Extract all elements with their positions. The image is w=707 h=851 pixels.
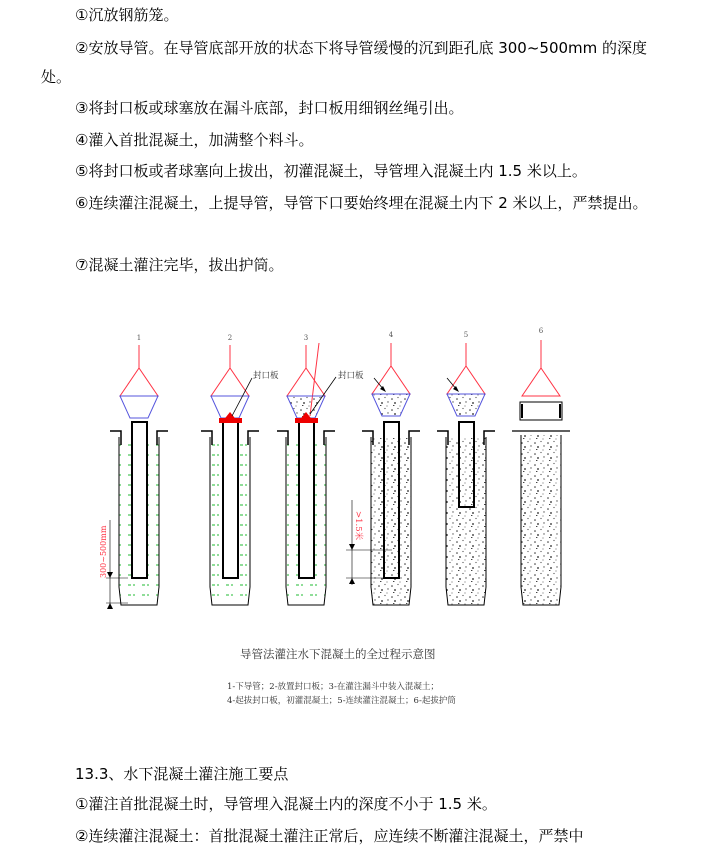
label-300-500mm: 300~500mm (99, 525, 108, 578)
label-plate-3: 封口板 (338, 371, 364, 381)
figure-caption: 导管法灌注水下混凝土的全过程示意图 (240, 647, 436, 661)
step-number-1: 1 (136, 334, 142, 342)
step-number-2: 2 (227, 334, 233, 342)
label-plate-2: 封口板 (253, 371, 279, 381)
step-3-text: ③将封口板或球塞放在漏斗底部，封口板用细钢丝绳引出。 (75, 99, 464, 117)
pile-step-5 (437, 343, 495, 605)
point-1-text: ①灌注首批混凝土时，导管埋入混凝土内的深度不小于 1.5 米。 (75, 795, 497, 813)
section-heading: 13.3、水下混凝土灌注施工要点 (75, 765, 289, 783)
pile-step-6 (512, 340, 570, 605)
figure-legend-line-2: 4-起拔封口板，初灌混凝土；5-连续灌注混凝土；6-起拔护筒 (227, 696, 456, 706)
step-number-4: 4 (388, 331, 394, 339)
step-number-6: 6 (538, 327, 544, 335)
step-6-text: ⑥连续灌注混凝土，上提导管，导管下口要始终埋在混凝土内下 2 米以上，严禁提出。 (75, 194, 648, 212)
step-2-text: ②安放导管。在导管底部开放的状态下将导管缓慢的沉到距孔底 300~500mm 的深度处。 (41, 39, 648, 86)
label-1-5m: >1.5米 (353, 511, 363, 541)
step-7-text: ⑦混凝土灌注完毕，拔出护筒。 (75, 256, 284, 274)
pile-step-4 (362, 343, 420, 605)
step-5-text: ⑤将封口板或者球塞向上拔出，初灌混凝土，导管埋入混凝土内 1.5 米以上。 (75, 162, 587, 180)
step-number-5: 5 (463, 331, 469, 339)
figure-legend-line-1: 1-下导管；2-放置封口板；3-在灌注漏斗中装入混凝土； (227, 682, 439, 692)
step-1-text: ①沉放钢筋笼。 (75, 6, 179, 24)
step-number-3: 3 (303, 334, 309, 342)
pile-step-3 (277, 343, 336, 605)
pile-step-2 (201, 345, 259, 605)
step-4-text: ④灌入首批混凝土，加满整个料斗。 (75, 131, 314, 149)
point-2-text: ②连续灌注混凝土：首批混凝土灌注正常后，应连续不断灌注混凝土，严禁中 (75, 827, 584, 845)
pile-step-1 (110, 345, 168, 605)
